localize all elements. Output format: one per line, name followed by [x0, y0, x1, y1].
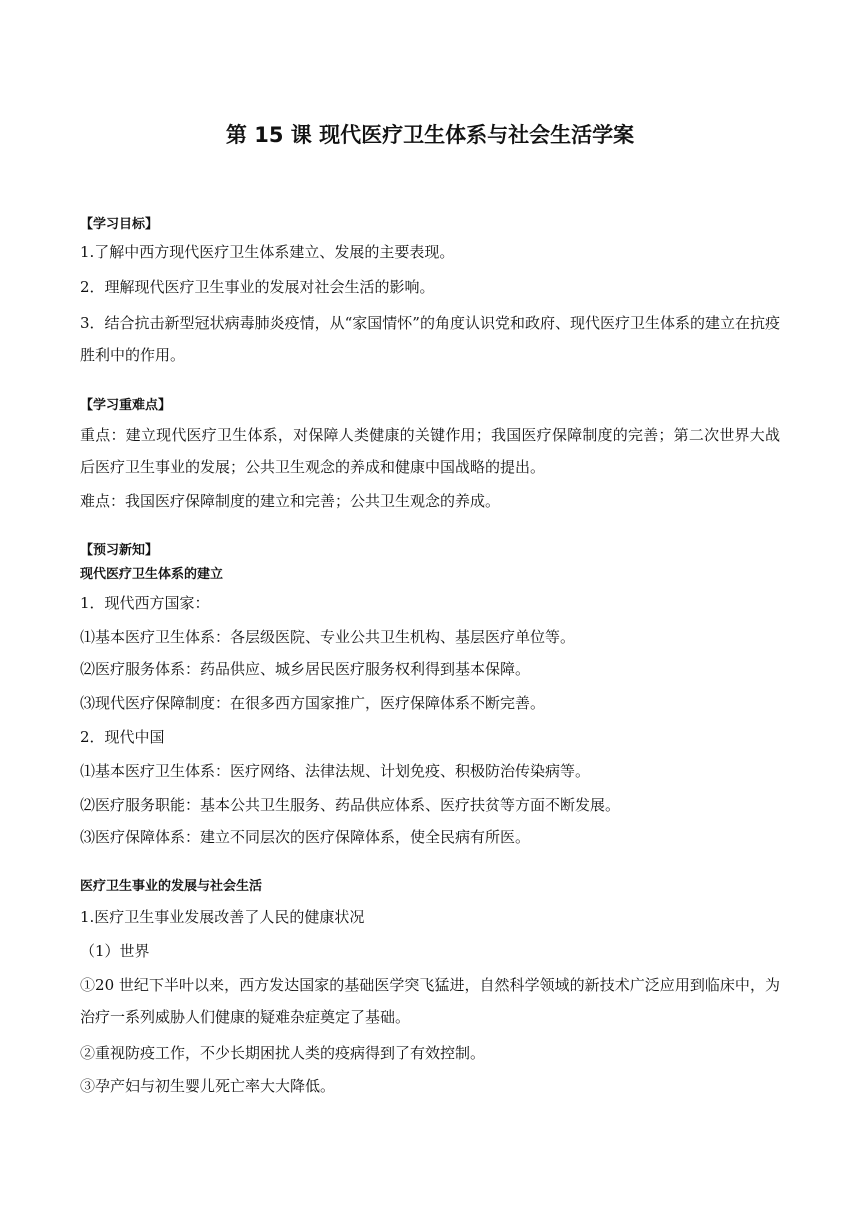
- list-item: （1）世界: [80, 942, 150, 960]
- list-item: ①20 世纪下半叶以来，西方发达国家的基础医学突飞猛进，自然科学领域的新技术广泛应用到临床中，为治疗一系列威胁人们健康的疑难杂症奠定了基础。: [80, 976, 780, 1026]
- list-item: ⑵医疗服务职能：基本公共卫生服务、药品供应体系、医疗扶贫等方面不断发展。: [80, 796, 621, 814]
- key-points-difficulty: 难点：我国医疗保障制度的建立和完善；公共卫生观念的养成。: [80, 492, 501, 510]
- list-item: 1.医疗卫生事业发展改善了人民的健康状况: [80, 908, 365, 926]
- objective-item-2: 2．理解现代医疗卫生事业的发展对社会生活的影响。: [80, 278, 435, 296]
- list-item: ②重视防疫工作，不少长期困扰人类的疫病得到了有效控制。: [80, 1044, 486, 1062]
- list-item: 1．现代西方国家：: [80, 594, 210, 612]
- list-item: ⑵医疗服务体系：药品供应、城乡居民医疗服务权利得到基本保障。: [80, 660, 531, 678]
- list-item: ⑶医疗保障体系：建立不同层次的医疗保障体系，使全民病有所医。: [80, 828, 531, 846]
- list-item: ⑶现代医疗保障制度：在很多西方国家推广，医疗保障体系不断完善。: [80, 694, 546, 712]
- objective-item-3: 3．结合抗击新型冠状病毒肺炎疫情，从“家国情怀”的角度认识党和政府、现代医疗卫生体系的建立在抗疫胜利中的作用。: [80, 314, 780, 364]
- objectives-heading: 【学习目标】: [80, 217, 159, 232]
- key-points-focus: 重点：建立现代医疗卫生体系，对保障人类健康的关键作用；我国医疗保障制度的完善；第二次世界大战后医疗卫生事业的发展；公共卫生观念的养成和健康中国战略的提出。: [80, 426, 780, 476]
- list-item: ⑴基本医疗卫生体系：医疗网络、法律法规、计划免疫、积极防治传染病等。: [80, 762, 591, 780]
- list-item: ⑴基本医疗卫生体系：各层级医院、专业公共卫生机构、基层医疗单位等。: [80, 628, 576, 646]
- key-points-heading: 【学习重难点】: [80, 398, 172, 413]
- page-title: 第 15 课 现代医疗卫生体系与社会生活学案: [225, 123, 635, 147]
- preview-heading: 【预习新知】: [80, 543, 159, 558]
- preview-subheading-2: 医疗卫生事业的发展与社会生活: [80, 879, 263, 894]
- preview-subheading-1: 现代医疗卫生体系的建立: [80, 567, 224, 582]
- list-item: ③孕产妇与初生婴儿死亡率大大降低。: [80, 1077, 336, 1095]
- list-item: 2．现代中国: [80, 728, 165, 746]
- objective-item-1: 1.了解中西方现代医疗卫生体系建立、发展的主要表现。: [80, 243, 455, 261]
